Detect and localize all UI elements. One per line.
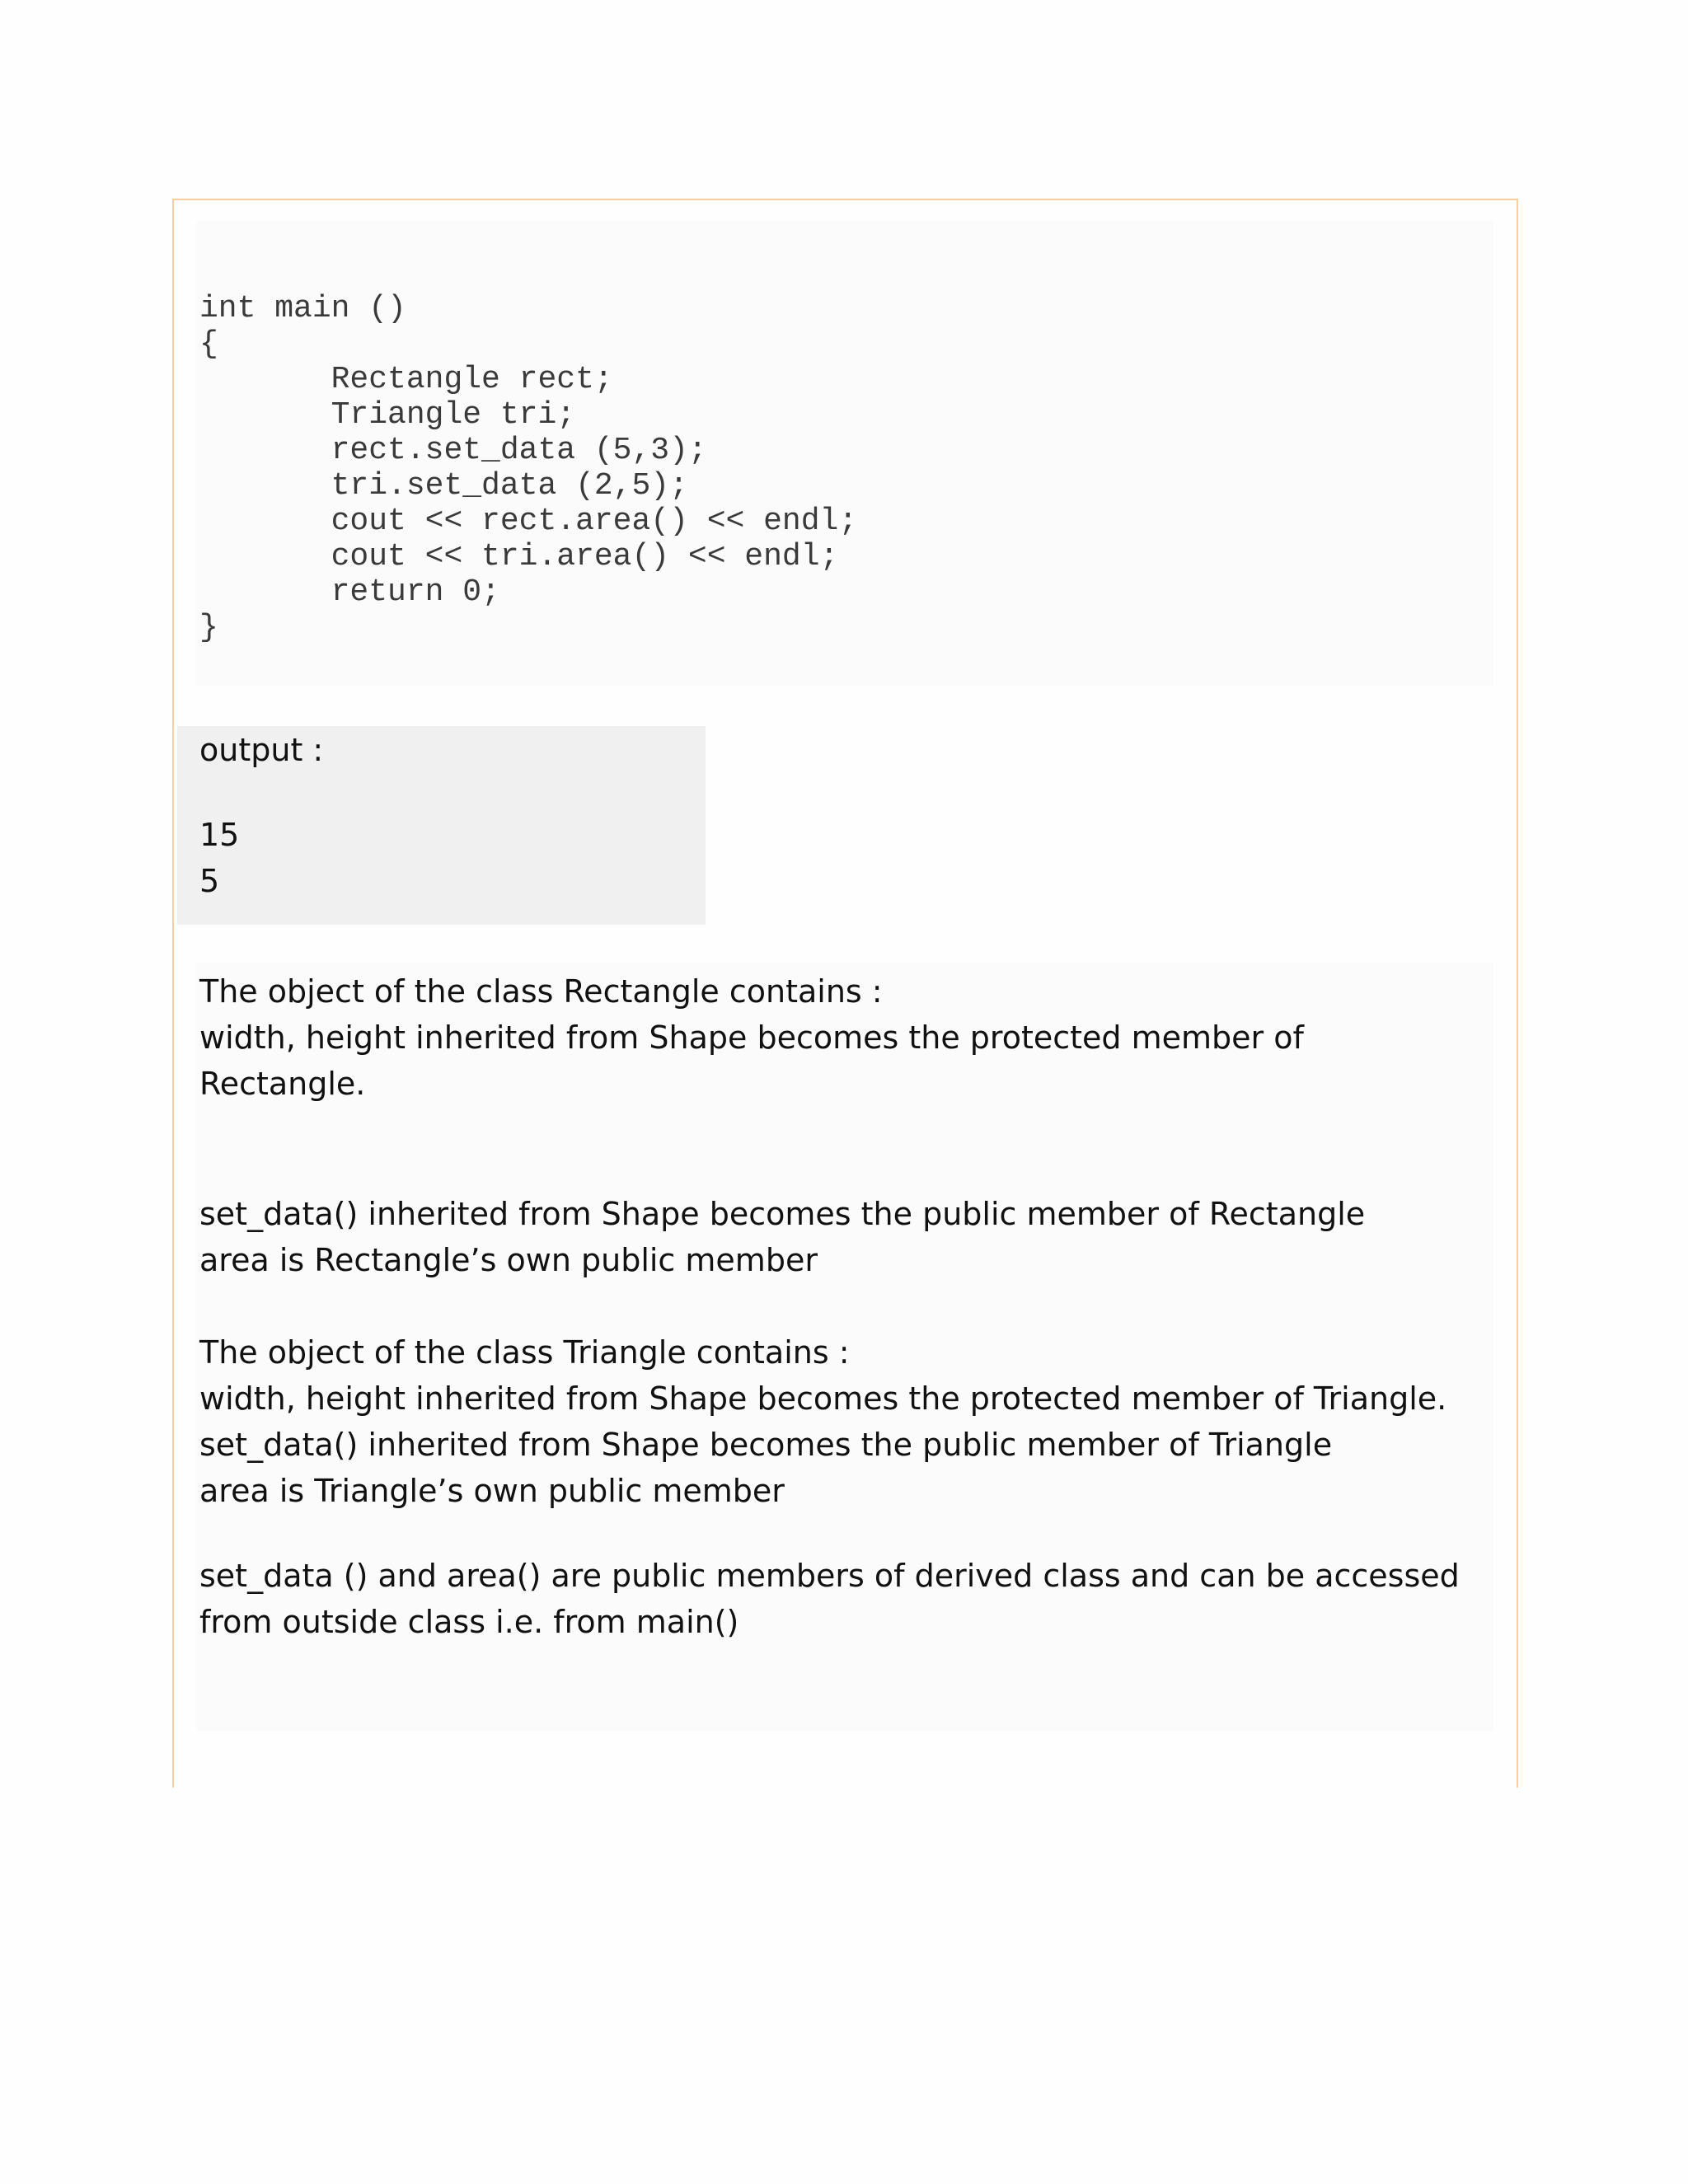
- output-label: output :: [199, 732, 324, 768]
- triangle-heading: The object of the class Triangle contains :: [199, 1334, 850, 1371]
- triangle-area-text: area is Triangle’s own public member: [199, 1473, 785, 1509]
- code-line: }: [199, 610, 218, 645]
- code-line: cout << tri.area() << endl;: [199, 539, 839, 574]
- code-line: Rectangle rect;: [199, 362, 613, 397]
- code-line: Triangle tri;: [199, 397, 576, 433]
- code-line: {: [199, 326, 218, 362]
- code-line: return 0;: [199, 574, 500, 610]
- code-line: int main (): [199, 291, 406, 326]
- code-line: cout << rect.area() << endl;: [199, 504, 858, 539]
- rectangle-area-text: area is Rectangle’s own public member: [199, 1242, 818, 1278]
- summary-text: from outside class i.e. from main(): [199, 1604, 739, 1640]
- code-line: rect.set_data (5,3);: [199, 433, 707, 468]
- triangle-protected-text: width, height inherited from Shape becomes the protected member of Triangle.: [199, 1380, 1447, 1417]
- rectangle-protected-text: Rectangle.: [199, 1066, 366, 1102]
- rectangle-protected-text: width, height inherited from Shape becomes the protected member of: [199, 1019, 1304, 1056]
- rectangle-heading: The object of the class Rectangle contains :: [199, 973, 883, 1010]
- triangle-public-text: set_data() inherited from Shape becomes the public member of Triangle: [199, 1427, 1333, 1463]
- output-value: 5: [199, 863, 220, 899]
- summary-text: set_data () and area() are public members of derived class and can be accessed: [199, 1558, 1460, 1594]
- output-value: 15: [199, 817, 240, 853]
- code-line: tri.set_data (2,5);: [199, 468, 688, 504]
- rectangle-public-text: set_data() inherited from Shape becomes the public member of Rectangle: [199, 1196, 1366, 1232]
